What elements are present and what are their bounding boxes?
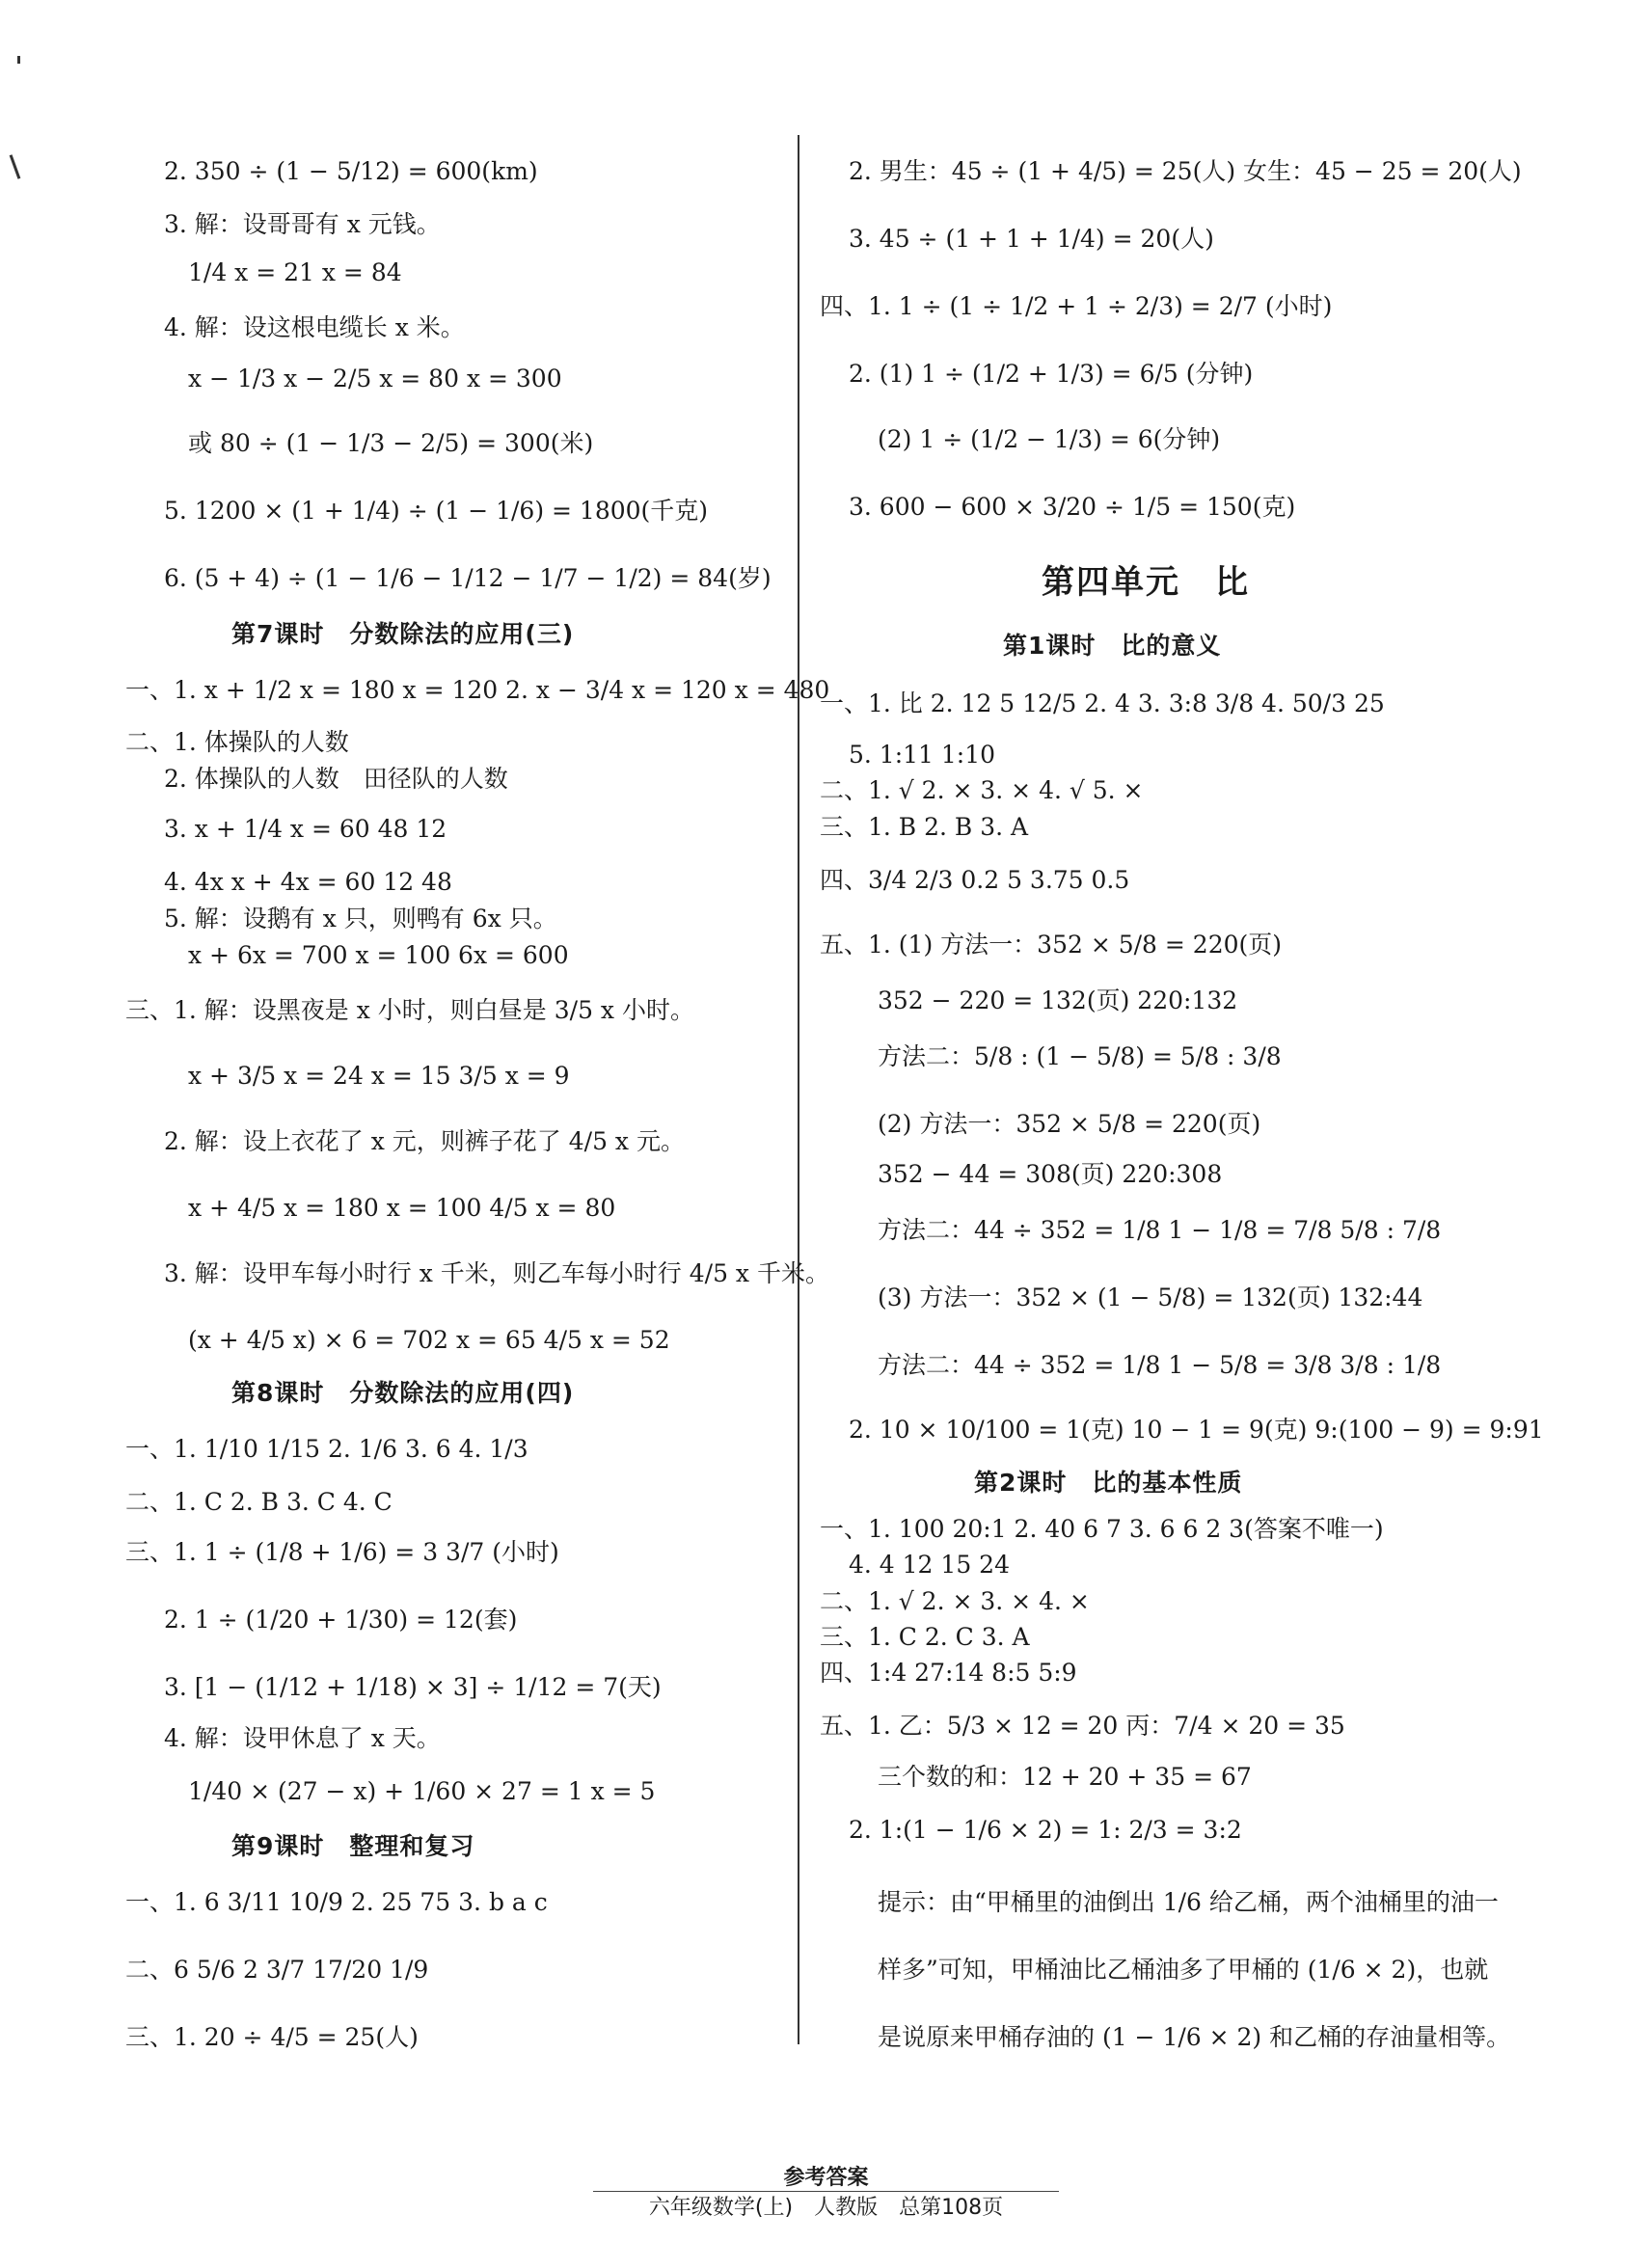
answer-line: 二、1. C 2. B 3. C 4. C xyxy=(125,1488,393,1516)
answer-line: 四、1. 1 ÷ (1 ÷ 1/2 + 1 ÷ 2/3) = 2/7 (小时) xyxy=(820,292,1333,320)
answer-line: x + 6x = 700 x = 100 6x = 600 xyxy=(188,941,569,969)
answer-line: 3. x + 1/4 x = 60 48 12 xyxy=(164,815,447,843)
footer-page-info: 六年级数学(上) 人教版 总第108页 xyxy=(648,2196,1004,2220)
answer-line: 五、1. 乙：5/3 × 12 = 20 丙：7/4 × 20 = 35 xyxy=(820,1712,1345,1740)
answer-line: 三、1. 1 ÷ (1/8 + 1/6) = 3 3/7 (小时) xyxy=(125,1538,559,1566)
answer-line: 5. 1200 × (1 + 1/4) ÷ (1 − 1/6) = 1800(千克) xyxy=(164,497,709,525)
answer-line: 三、1. 解：设黑夜是 x 小时，则白昼是 3/5 x 小时。 xyxy=(125,996,694,1024)
answer-line: 2. 男生：45 ÷ (1 + 4/5) = 25(人) 女生：45 − 25 = 20(人) xyxy=(849,157,1522,185)
answer-line: 2. 体操队的人数 田径队的人数 xyxy=(164,765,508,793)
answer-line: 三、1. C 2. C 3. A xyxy=(820,1623,1030,1651)
answer-line: 四、1:4 27:14 8:5 5:9 xyxy=(820,1659,1077,1687)
answer-line: 提示：由“甲桶里的油倒出 1/6 给乙桶，两个油桶里的油一 xyxy=(878,1888,1499,1916)
answer-line: x + 4/5 x = 180 x = 100 4/5 x = 80 xyxy=(188,1194,616,1222)
answer-line: 2. 350 ÷ (1 − 5/12) = 600(km) xyxy=(164,157,538,185)
answer-line: 2. 1:(1 − 1/6 × 2) = 1: 2/3 = 3:2 xyxy=(849,1816,1242,1844)
answer-line: 方法二：44 ÷ 352 = 1/8 1 − 5/8 = 3/8 3/8 : 1/8 xyxy=(878,1351,1442,1379)
answer-line: 五、1. (1) 方法一：352 × 5/8 = 220(页) xyxy=(820,931,1283,959)
answer-line: 一、1. 6 3/11 10/9 2. 25 75 3. b a c xyxy=(125,1888,548,1916)
answer-line: (2) 方法一：352 × 5/8 = 220(页) xyxy=(878,1110,1261,1138)
answer-line: 5. 1:11 1:10 xyxy=(849,741,996,769)
answer-line: 3. 解：设哥哥有 x 元钱。 xyxy=(164,210,441,238)
answer-line: 5. 解：设鹅有 x 只，则鸭有 6x 只。 xyxy=(164,905,557,932)
answer-line: 2. (1) 1 ÷ (1/2 + 1/3) = 6/5 (分钟) xyxy=(849,360,1254,388)
section-heading: 第1课时 比的意义 xyxy=(1003,632,1222,660)
answer-line: 3. 600 − 600 × 3/20 ÷ 1/5 = 150(克) xyxy=(849,493,1296,521)
answer-line: 6. (5 + 4) ÷ (1 − 1/6 − 1/12 − 1/7 − 1/2) = 84(岁) xyxy=(164,564,772,592)
answer-line: 3. 解：设甲车每小时行 x 千米，则乙车每小时行 4/5 x 千米。 xyxy=(164,1259,829,1287)
section-heading: 第9课时 整理和复习 xyxy=(231,1832,475,1860)
footer-title: 参考答案 xyxy=(783,2166,869,2190)
scan-mark xyxy=(10,154,21,178)
answer-line: 四、3/4 2/3 0.2 5 3.75 0.5 xyxy=(820,866,1130,894)
answer-line: 1/40 × (27 − x) + 1/60 × 27 = 1 x = 5 xyxy=(188,1777,656,1805)
answer-line: (3) 方法一：352 × (1 − 5/8) = 132(页) 132:44 xyxy=(878,1283,1423,1311)
answer-line: 4. 4x x + 4x = 60 12 48 xyxy=(164,868,452,896)
answer-line: 二、6 5/6 2 3/7 17/20 1/9 xyxy=(125,1956,429,1984)
answer-line: 352 − 44 = 308(页) 220:308 xyxy=(878,1160,1223,1188)
answer-line: 一、1. x + 1/2 x = 180 x = 120 2. x − 3/4 x = 120 x = 480 xyxy=(125,676,830,704)
answer-line: 1/4 x = 21 x = 84 xyxy=(188,258,402,286)
answer-line: 一、1. 比 2. 12 5 12/5 2. 4 3. 3:8 3/8 4. 50/3 25 xyxy=(820,689,1385,717)
answer-line: 三、1. B 2. B 3. A xyxy=(820,813,1029,841)
section-heading: 第2课时 比的基本性质 xyxy=(974,1469,1243,1497)
answer-line: 或 80 ÷ (1 − 1/3 − 2/5) = 300(米) xyxy=(188,429,594,457)
answer-line: x + 3/5 x = 24 x = 15 3/5 x = 9 xyxy=(188,1062,570,1090)
answer-line: 一、1. 1/10 1/15 2. 1/6 3. 6 4. 1/3 xyxy=(125,1435,528,1463)
section-heading: 第8课时 分数除法的应用(四) xyxy=(231,1379,575,1407)
answer-line: 方法二：5/8 : (1 − 5/8) = 5/8 : 3/8 xyxy=(878,1042,1282,1070)
answer-line: (2) 1 ÷ (1/2 − 1/3) = 6(分钟) xyxy=(878,425,1221,453)
answer-line: 三个数的和：12 + 20 + 35 = 67 xyxy=(878,1763,1252,1791)
answer-line: 4. 解：设这根电缆长 x 米。 xyxy=(164,313,465,341)
answer-line: 3. 45 ÷ (1 + 1 + 1/4) = 20(人) xyxy=(849,225,1214,253)
column-divider xyxy=(798,135,799,2044)
unit-title: 第四单元 比 xyxy=(1042,563,1250,602)
answer-line: x − 1/3 x − 2/5 x = 80 x = 300 xyxy=(188,365,562,392)
answer-line: 352 − 220 = 132(页) 220:132 xyxy=(878,986,1238,1014)
section-heading: 第7课时 分数除法的应用(三) xyxy=(231,620,575,648)
answer-line: 样多”可知，甲桶油比乙桶油多了甲桶的 (1/6 × 2)，也就 xyxy=(878,1956,1489,1984)
answer-line: (x + 4/5 x) × 6 = 702 x = 65 4/5 x = 52 xyxy=(188,1326,670,1354)
answer-line: 4. 4 12 15 24 xyxy=(849,1551,1010,1579)
answer-line: 二、1. 体操队的人数 xyxy=(125,728,349,756)
answer-line: 2. 10 × 10/100 = 1(克) 10 − 1 = 9(克) 9:(100 − 9) = 9:91 xyxy=(849,1416,1544,1444)
answer-line: 三、1. 20 ÷ 4/5 = 25(人) xyxy=(125,2023,419,2051)
scan-mark xyxy=(17,56,20,64)
answer-line: 二、1. √ 2. × 3. × 4. × xyxy=(820,1587,1090,1615)
answer-line: 3. [1 − (1/12 + 1/18) × 3] ÷ 1/12 = 7(天) xyxy=(164,1673,662,1701)
answer-line: 4. 解：设甲休息了 x 天。 xyxy=(164,1724,441,1752)
answer-line: 是说原来甲桶存油的 (1 − 1/6 × 2) 和乙桶的存油量相等。 xyxy=(878,2023,1511,2051)
answer-line: 2. 1 ÷ (1/20 + 1/30) = 12(套) xyxy=(164,1606,518,1634)
answer-line: 2. 解：设上衣花了 x 元，则裤子花了 4/5 x 元。 xyxy=(164,1127,685,1155)
answer-line: 二、1. √ 2. × 3. × 4. √ 5. × xyxy=(820,776,1144,804)
answer-line: 一、1. 100 20:1 2. 40 6 7 3. 6 6 2 3(答案不唯一) xyxy=(820,1515,1384,1543)
answer-line: 方法二：44 ÷ 352 = 1/8 1 − 1/8 = 7/8 5/8 : 7/8 xyxy=(878,1216,1442,1244)
footer-rule xyxy=(593,2191,1059,2192)
